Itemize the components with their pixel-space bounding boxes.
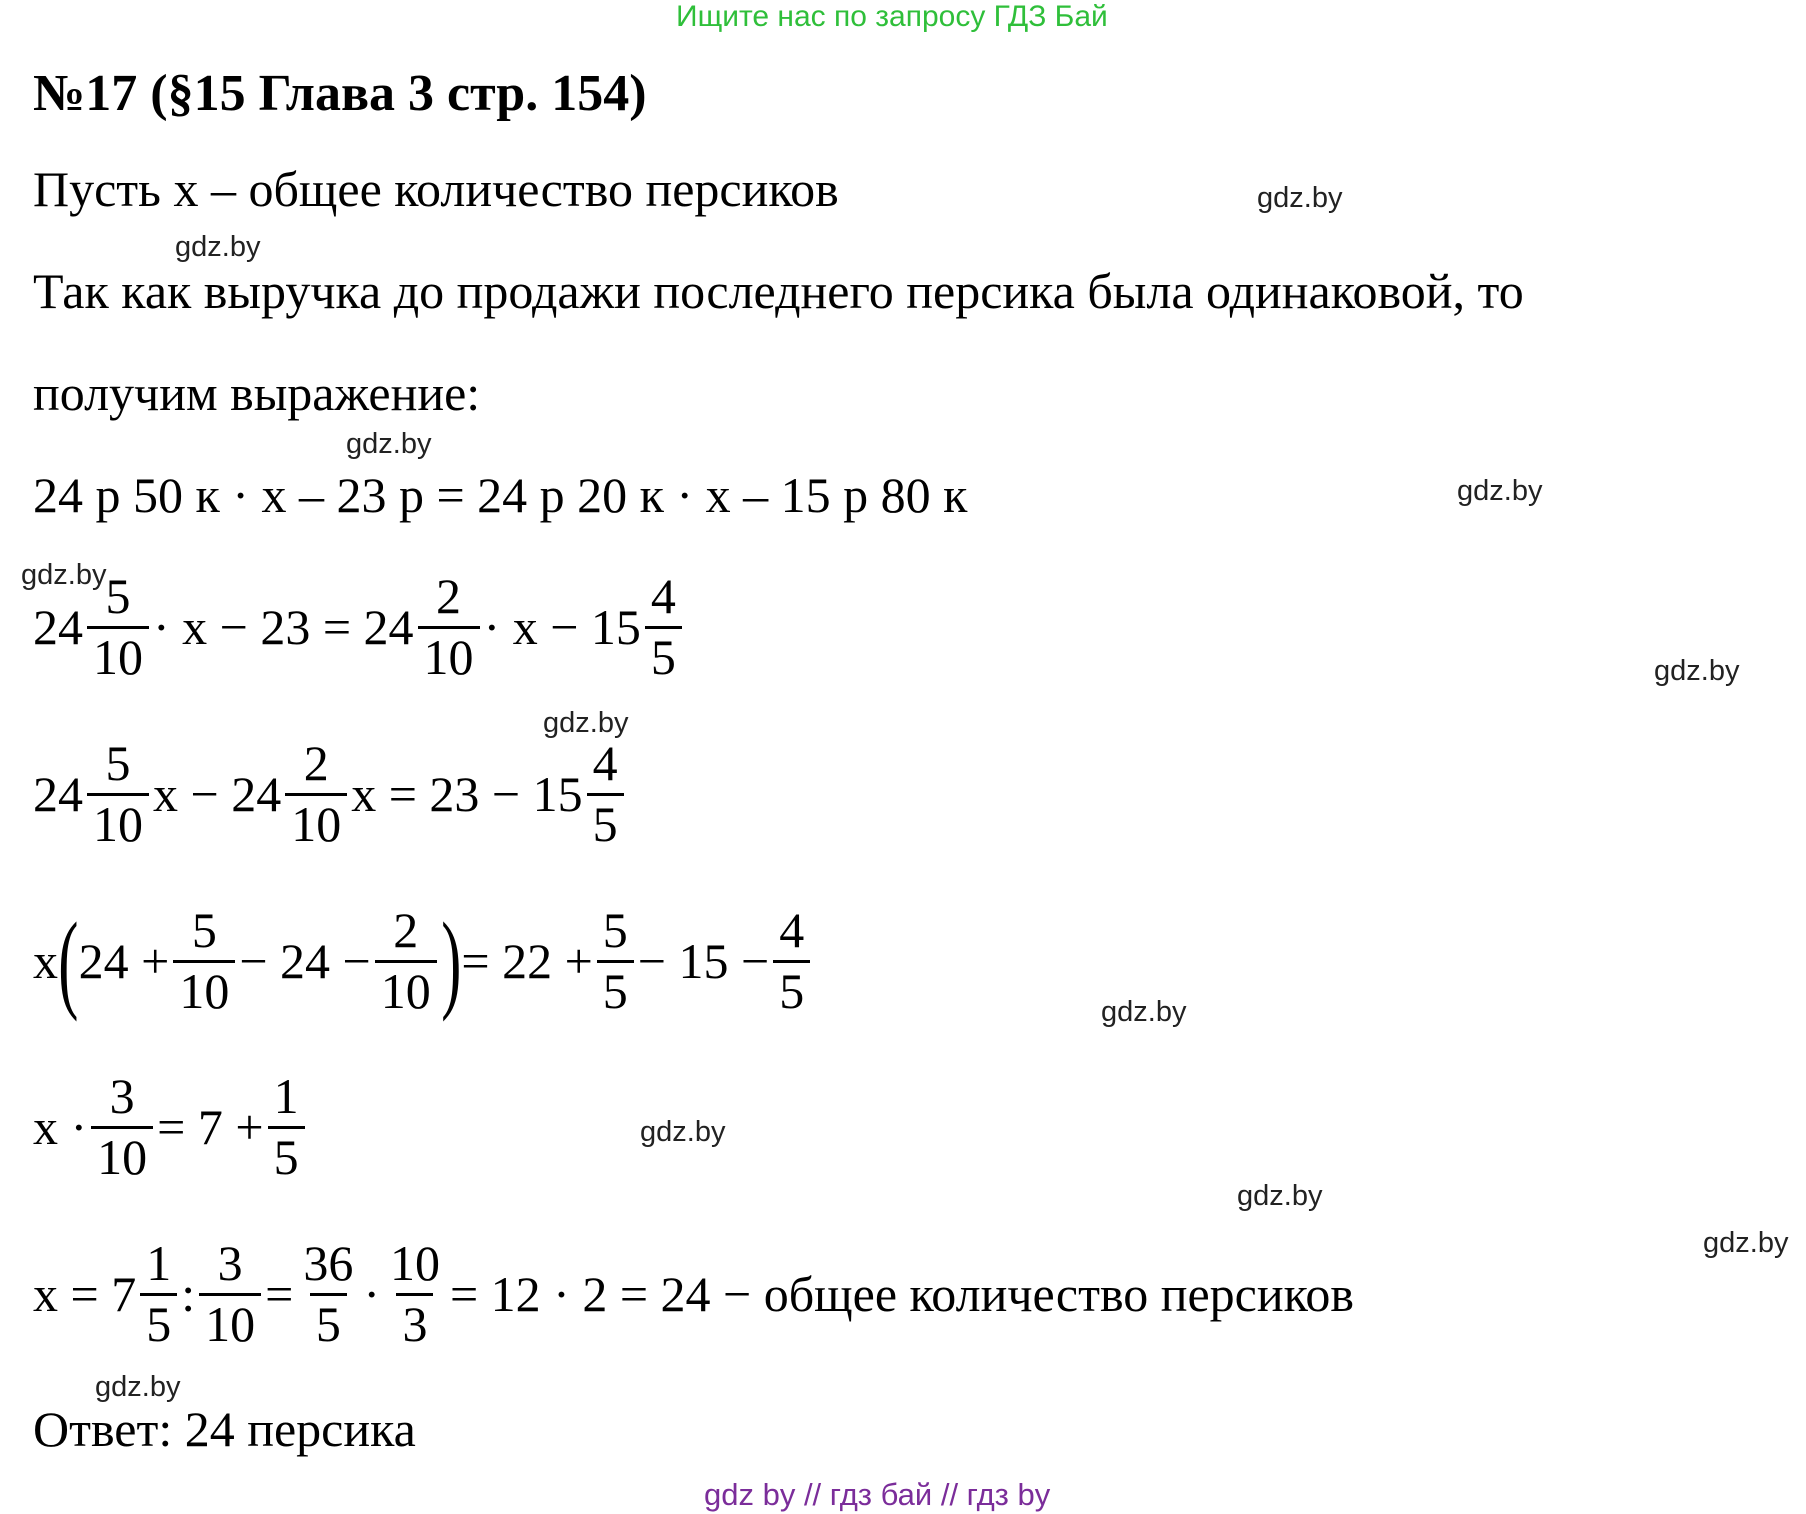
- footer-links: gdz by // гдз бай // гдз by: [704, 1477, 1051, 1512]
- eq6-fraction-4: [384, 1235, 446, 1353]
- denominator: 5: [645, 626, 682, 687]
- denominator: 10: [199, 1293, 261, 1354]
- eq4-fraction-2: [375, 902, 437, 1020]
- watermark: gdz.by: [1101, 996, 1187, 1028]
- watermark: gdz.by: [1654, 655, 1740, 687]
- reason-line-2: получим выражение:: [33, 365, 481, 421]
- numerator: 4: [779, 902, 805, 958]
- equation-4: [33, 902, 814, 1020]
- numerator: 2: [393, 902, 419, 958]
- eq4-x: x: [33, 933, 58, 989]
- answer-line: Ответ: 24 персика: [33, 1401, 416, 1457]
- equation-1: 24 р 50 к · x – 23 р = 24 р 20 к · x – 15 р 80 к: [33, 467, 968, 523]
- eq4-fraction-3: [597, 902, 634, 1020]
- numerator: 1: [146, 1235, 172, 1291]
- denominator: 3: [396, 1293, 433, 1354]
- eq4-fraction-1: [173, 902, 235, 1020]
- watermark: gdz.by: [1703, 1227, 1789, 1259]
- numerator: 5: [105, 568, 131, 624]
- equation-6: [33, 1235, 1354, 1353]
- watermark: gdz.by: [1237, 1180, 1323, 1212]
- eq4-text-2: − 24 −: [239, 933, 371, 989]
- denominator: 10: [87, 626, 149, 687]
- numerator: 4: [650, 568, 676, 624]
- left-paren: (: [58, 900, 79, 1022]
- denominator: 10: [285, 793, 347, 854]
- eq4-text-1: 24 +: [78, 933, 170, 989]
- eq2-text-1: · x − 23 = 24: [153, 599, 414, 655]
- eq6-text-5: = 12 · 2 = 24 − общее количество персиков: [449, 1266, 1354, 1322]
- eq3-fraction-3: [587, 735, 624, 853]
- denominator: 10: [375, 960, 437, 1021]
- denominator: 10: [418, 626, 480, 687]
- denominator: 5: [587, 793, 624, 854]
- watermark: gdz.by: [1257, 182, 1343, 214]
- eq6-text-2: :: [181, 1266, 196, 1322]
- numerator: 36: [303, 1235, 354, 1291]
- watermark: gdz.by: [346, 428, 432, 460]
- eq3-whole: 24: [33, 766, 83, 822]
- numerator: 5: [191, 902, 217, 958]
- eq3-fraction-1: [87, 735, 149, 853]
- denominator: 5: [597, 960, 634, 1021]
- search-banner: Ищите нас по запросу ГДЗ Бай: [676, 0, 1108, 33]
- equation-3: [33, 735, 628, 853]
- eq3-text-1: x − 24: [153, 766, 282, 822]
- numerator: 3: [109, 1068, 135, 1124]
- eq3-fraction-2: [285, 735, 347, 853]
- numerator: 3: [217, 1235, 243, 1291]
- eq2-fraction-2: [418, 568, 480, 686]
- watermark: gdz.by: [95, 1371, 181, 1403]
- eq6-text-4: ·: [363, 1266, 380, 1322]
- intro-line: Пусть x – общее количество персиков: [33, 161, 839, 217]
- eq6-fraction-1: [140, 1235, 177, 1353]
- denominator: 5: [773, 960, 810, 1021]
- numerator: 2: [303, 735, 329, 791]
- numerator: 5: [602, 902, 628, 958]
- denominator: 5: [310, 1293, 347, 1354]
- numerator: 5: [105, 735, 131, 791]
- reason-line-1: Так как выручка до продажи последнего персика была одинаковой, то: [33, 263, 1524, 319]
- watermark: gdz.by: [1457, 475, 1543, 507]
- numerator: 4: [592, 735, 618, 791]
- eq6-text-3: =: [265, 1266, 294, 1322]
- watermark: gdz.by: [21, 559, 107, 591]
- denominator: 5: [268, 1126, 305, 1187]
- eq4-text-4: − 15 −: [637, 933, 770, 989]
- problem-title: №17 (§15 Глава 3 стр. 154): [33, 65, 647, 122]
- eq6-fraction-3: [297, 1235, 359, 1353]
- eq5-text-1: x ·: [33, 1099, 88, 1155]
- denominator: 10: [87, 793, 149, 854]
- eq2-text-2: · x − 15: [483, 599, 641, 655]
- eq5-text-2: = 7 +: [157, 1099, 264, 1155]
- right-paren: ): [440, 900, 462, 1022]
- eq6-text-1: x = 7: [33, 1266, 137, 1322]
- eq5-fraction-1: [91, 1068, 153, 1186]
- eq5-fraction-2: [268, 1068, 305, 1186]
- equation-5: [33, 1068, 309, 1186]
- eq2-fraction-3: [645, 568, 682, 686]
- numerator: 2: [436, 568, 462, 624]
- eq6-fraction-2: [199, 1235, 261, 1353]
- eq2-whole: 24: [33, 599, 83, 655]
- denominator: 10: [173, 960, 235, 1021]
- numerator: 1: [273, 1068, 299, 1124]
- eq4-fraction-4: [773, 902, 810, 1020]
- eq4-text-3: = 22 +: [461, 933, 593, 989]
- watermark: gdz.by: [543, 707, 629, 739]
- eq3-text-2: x = 23 − 15: [351, 766, 583, 822]
- watermark: gdz.by: [640, 1116, 726, 1148]
- numerator: 10: [389, 1235, 440, 1291]
- denominator: 5: [140, 1293, 177, 1354]
- watermark: gdz.by: [175, 231, 261, 263]
- denominator: 10: [91, 1126, 153, 1187]
- equation-2: [33, 568, 686, 686]
